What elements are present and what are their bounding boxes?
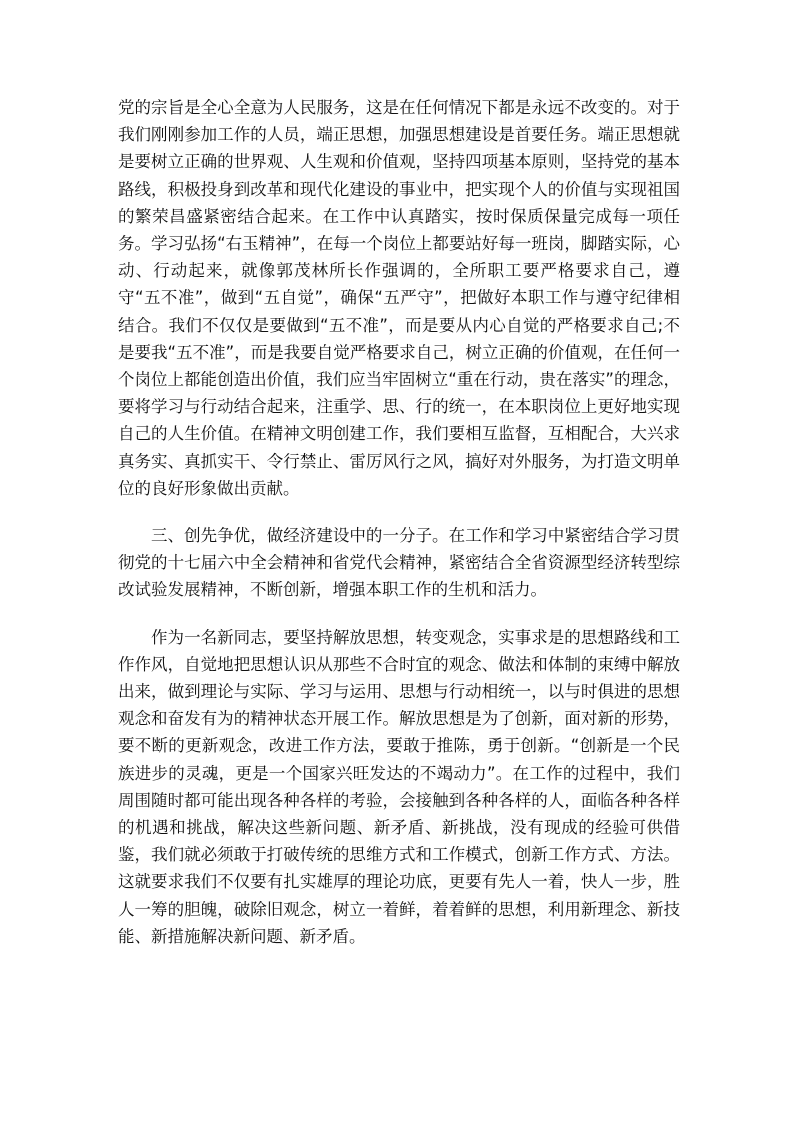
paragraph-section-three: 三、创先争优，做经济建设中的一分子。在工作和学习中紧密结合学习贯彻党的十七届六中全会精神和省党代会精神，紧密结合全省资源型经济转型综改试验发展精神，不断创新，增强本职工作的生机和活力。 <box>118 526 680 600</box>
document-page <box>118 94 680 950</box>
paragraph-party-purpose: 党的宗旨是全心全意为人民服务，这是在任何情况下都是永远不改变的。对于我们刚刚参加工作的人员，端正思想，加强思想建设是首要任务。端正思想就是要树立正确的世界观、人生观和价值观，坚持四项基本原则，坚持党的基本路线，积极投身到改革和现代化建设的事业中，把实现个人的价值与实现祖国的繁荣昌盛紧密结合起来。在工作中认真踏实，按时保质保量完成每一项任务。学习弘扬“右玉精神”，在每一个岗位上都要站好每一班岗，脚踏实际，心动、行动起来，就像郭茂林所长作强调的，全所职工要严格要求自己，遵守“五不准”，做到“五自觉”，确保“五严守”，把做好本职工作与遵守纪律相结合。我们不仅仅是要做到“五不准”，而是要从内心自觉的严格要求自己;不是要我“五不准”，而是我要自觉严格要求自己，树立正确的价值观，在任何一个岗位上都能创造出价值，我们应当牢固树立“重在行动，贵在落实”的理念，要将学习与行动结合起来，注重学、思、行的统一，在本职岗位上更好地实现自己的人生价值。在精神文明创建工作，我们要相互监督，互相配合，大兴求真务实、真抓实干、令行禁止、雷厉风行之风，搞好对外服务，为打造文明单位的良好形象做出贡献。 <box>118 98 680 498</box>
paragraph-innovation: 作为一名新同志，要坚持解放思想，转变观念，实事求是的思想路线和工作作风，自觉地把思想认识从那些不合时宜的观念、做法和体制的束缚中解放出来，做到理论与实际、学习与运用、思想与行动相统一，以与时俱进的思想观念和奋发有为的精神状态开展工作。解放思想是为了创新，面对新的形势，要不断的更新观念，改进工作方法，要敢于推陈，勇于创新。“创新是一个民族进步的灵魂，更是一个国家兴旺发达的不竭动力”。在工作的过程中，我们周围随时都可能出现各种各样的考验，会接触到各种各样的人，面临各种各样的机遇和挑战，解决这些新问题、新矛盾、新挑战，没有现成的经验可供借鉴，我们就必须敢于打破传统的思维方式和工作模式，创新工作方式、方法。这就要求我们不仅要有扎实雄厚的理论功底，更要有先人一着，快人一步，胜人一筹的胆魄，破除旧观念，树立一着鲜，着着鲜的思想，利用新理念、新技能、新措施解决新问题、新矛盾。 <box>118 627 680 946</box>
